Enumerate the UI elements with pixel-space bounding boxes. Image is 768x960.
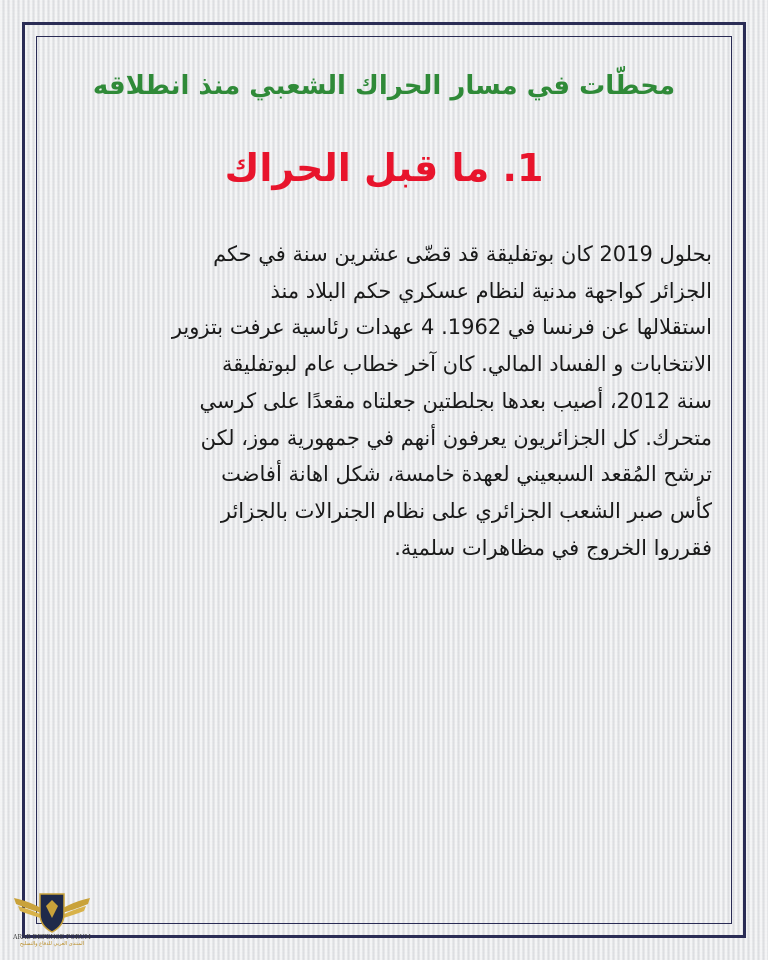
body-line: ترشح المُقعد السبعيني لعهدة خامسة، شكل اهانة أفاضت [221, 462, 712, 487]
body-line: فقرروا الخروج في مظاهرات سلمية. [394, 535, 712, 560]
section-title: 1. ما قبل الحراك [224, 146, 544, 190]
body-line: الانتخابات و الفساد المالي. كان آخر خطاب عام لبوتفليقة [222, 352, 712, 377]
body-line: بحلول 2019 كان بوتفليقة قد قضّى عشرين سنة في حكم [213, 242, 712, 266]
eagle-shield-icon [12, 884, 92, 934]
watermark-tagline: المنتدى العربي للدفاع والتسليح [19, 941, 85, 947]
body-line: الجزائر كواجهة مدنية لنظام عسكري حكم البلاد منذ [270, 278, 712, 303]
watermark-logo [6, 884, 98, 956]
watermark-name: ARAB DEFENSE FORUM [13, 934, 91, 941]
subtitle-heading: محطّات في مسار الحراك الشعبي منذ انطلاقه [92, 71, 676, 101]
body-line: متحرك. كل الجزائريون يعرفون أنهم في جمهورية موز، لكن [200, 425, 712, 450]
body-paragraph [64, 236, 712, 566]
body-line: استقلالها عن فرنسا في 1962. 4 عهدات رئاسية عرفت بتزوير [171, 315, 712, 340]
body-line: كأس صبر الشعب الجزائري على نظام الجنرالات بالجزائر [220, 498, 712, 523]
body-line: سنة 2012، أصيب بعدها بجلطتين جعلتاه مقعدًا على كرسي [199, 388, 712, 413]
